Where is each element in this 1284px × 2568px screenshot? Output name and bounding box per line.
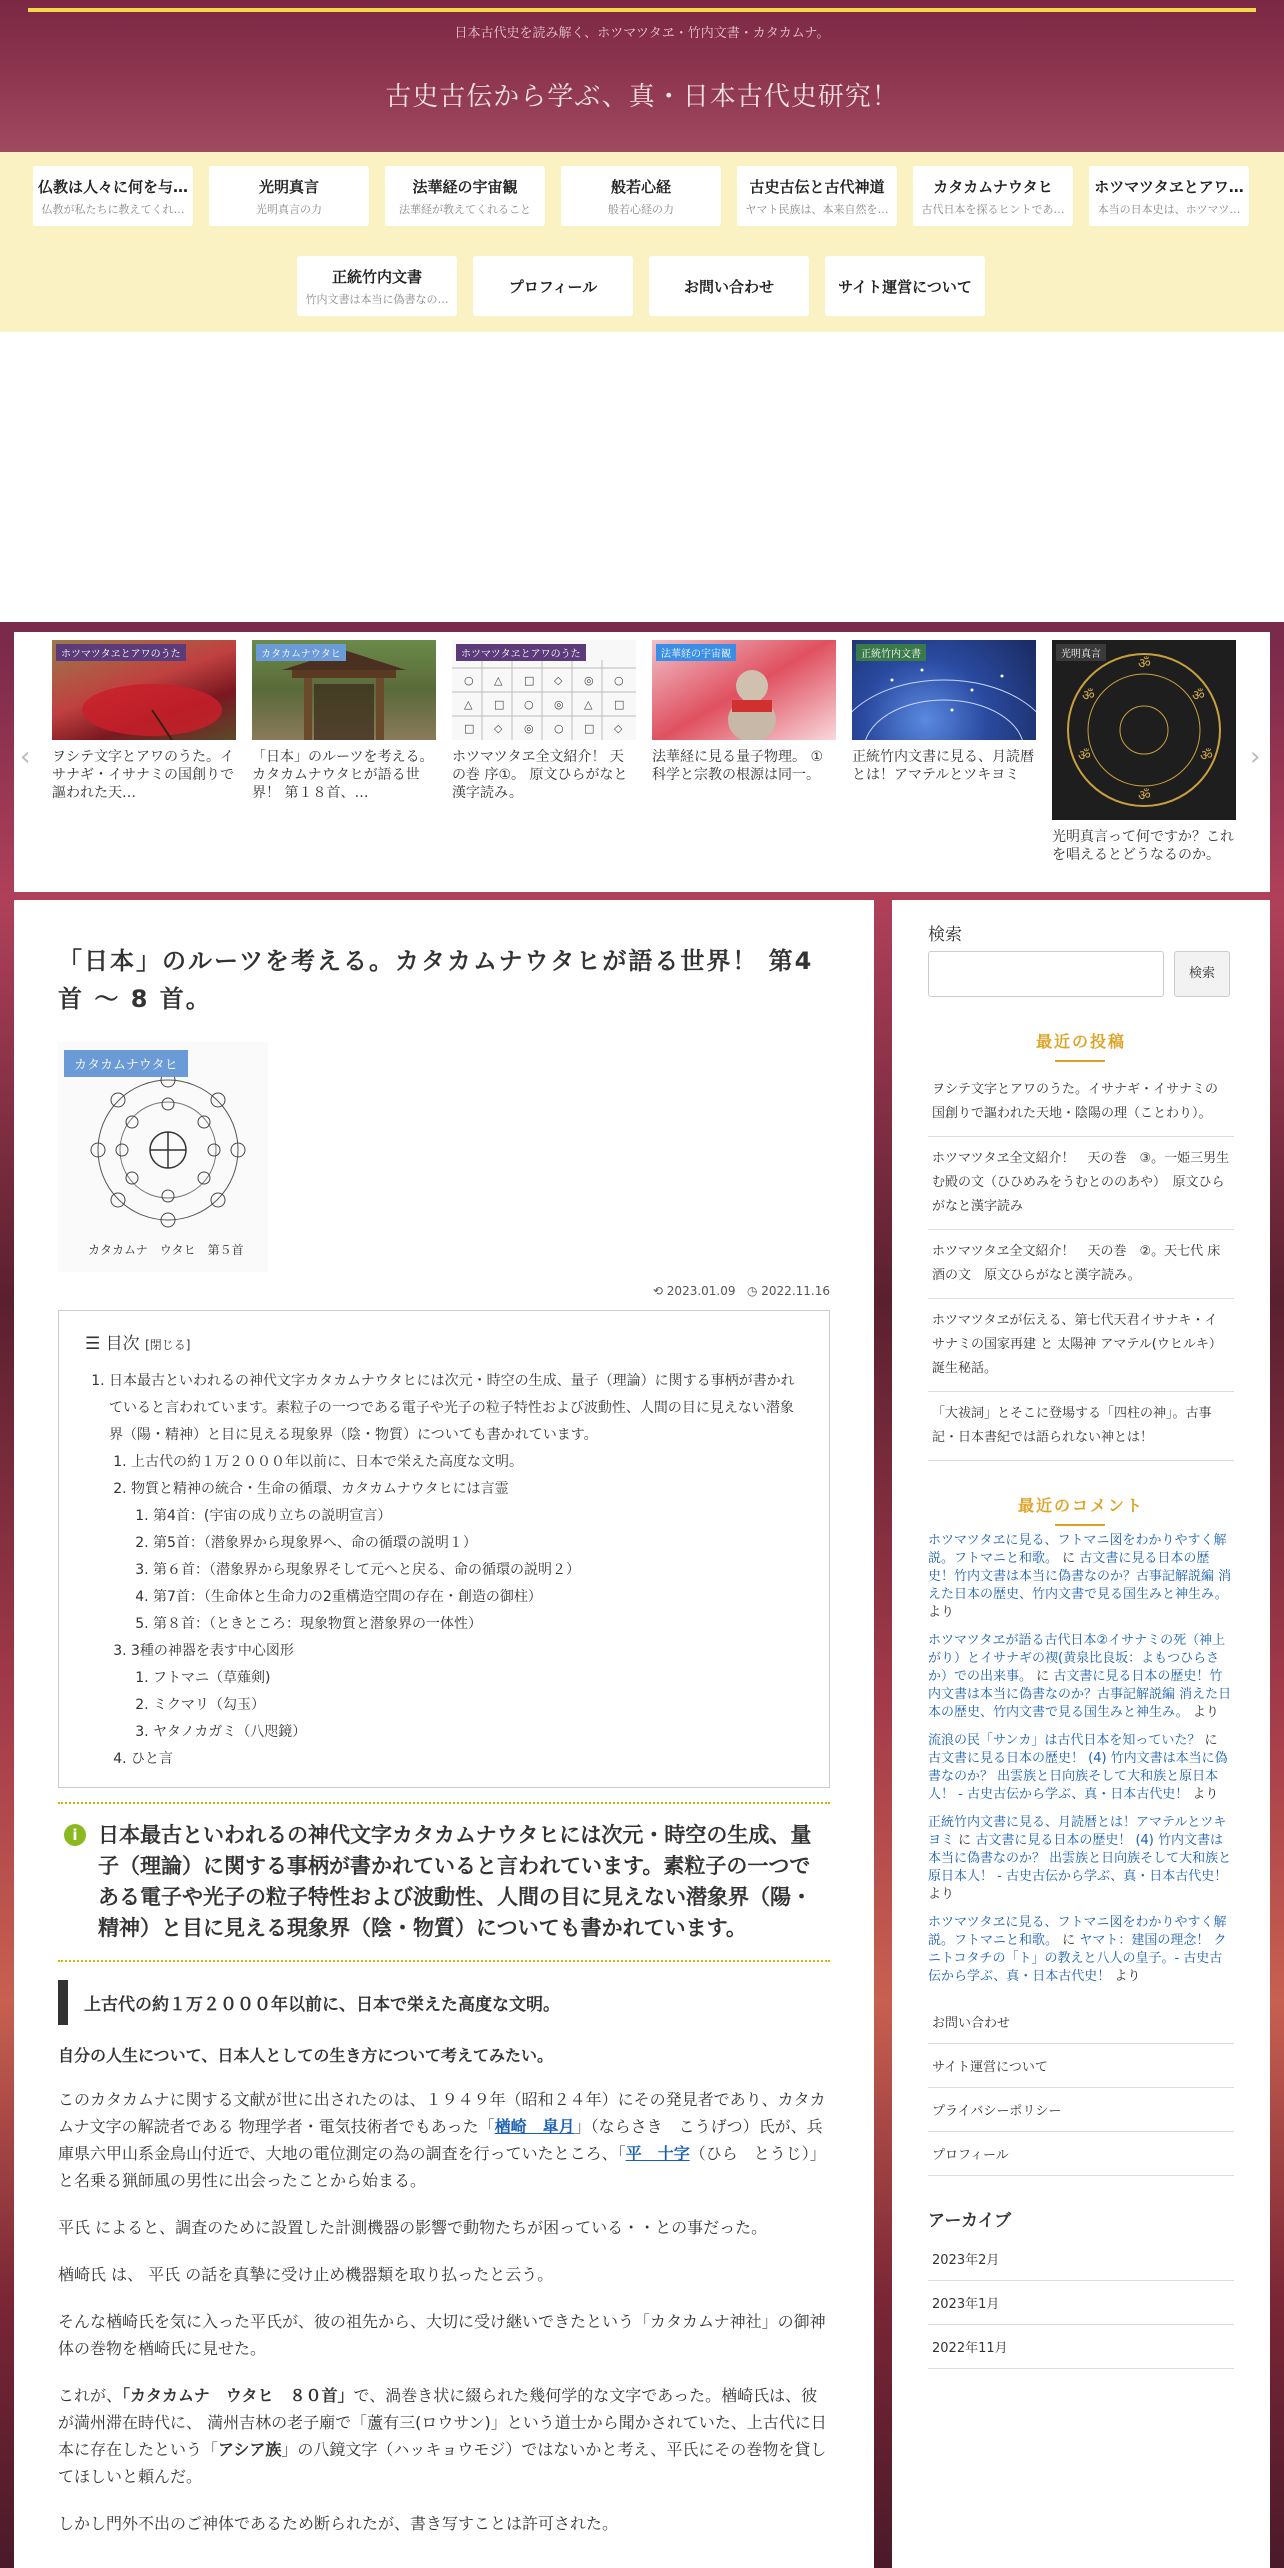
paragraph: しかし門外不出のご神体であるため断られたが、書き写すことは許可された。 — [58, 2514, 619, 2533]
site-title[interactable]: 古史古伝から学ぶ、真・日本古代史研究！ — [385, 82, 899, 112]
comment-item — [928, 1914, 1234, 1986]
svg-text:◇: ◇ — [494, 722, 503, 735]
archive-link[interactable]: 2023年2月 — [928, 2237, 1234, 2281]
toc-item-label[interactable]: 第5首：（潜象界から現象界へ、命の循環の説明１） — [153, 1535, 477, 1551]
paragraph: そんな楢崎氏を気に入った平氏が、彼の祖先から、大切に受け継いできたという「カタカムナ神社」の御神体の巻物を楢崎氏に見せた。 — [58, 2312, 826, 2358]
toc-item[interactable] — [131, 1638, 803, 1746]
nav-sub: 本当の日本史は、ホツマツ… — [1097, 203, 1241, 216]
card-category-tag: 法華経の宇宙観 — [656, 644, 736, 661]
toc-toggle[interactable]: [閉じる] — [145, 1338, 191, 1352]
nav-item-heart-sutra[interactable] — [561, 166, 721, 226]
toc-item-label[interactable]: 第4首：(宇宙の成り立ちの説明宣言） — [153, 1508, 392, 1524]
comment-author-link[interactable]: ホツマツタヱに見る、フトマニ図をわかりやすく解説。フトマニと和歌。 — [928, 1533, 1227, 1566]
recent-post-link[interactable]: ホツマツタヱ全文紹介！ 天の巻 ②。天七代 床酒の文 原文ひらがなと漢字読み。 — [928, 1230, 1234, 1299]
nav-sub: 光明真言の力 — [256, 203, 322, 216]
list-icon: ☰ — [85, 1334, 101, 1354]
toc-item[interactable] — [153, 1692, 803, 1719]
paragraph-text: このカタカムナに関する文献が世に出されたのは、１９４９年（昭和２４年）にその発見者であり、カタカムナ文字の解読者である 物理学者・電気技術者でもあった「 — [58, 2090, 826, 2136]
nav-label: 光明真言 — [258, 178, 319, 196]
eyecatch-caption: カタカムナ ウタヒ 第５首 — [88, 1243, 244, 1257]
nav-sub: 古代日本を探るヒントであ… — [921, 203, 1065, 216]
toc-item[interactable] — [131, 1746, 803, 1773]
svg-text:◇: ◇ — [614, 722, 623, 735]
toc-item-label[interactable]: 第８首：（ときところ：現象物質と潜象界の一体性） — [153, 1616, 482, 1632]
sidebar — [892, 900, 1270, 2568]
svg-text:□: □ — [614, 698, 625, 711]
comment-suffix: より — [1114, 1969, 1141, 1984]
article-title: 「日本」のルーツを考える。カタカムナウタヒが語る世界！ 第4首 ～ 8 首。 — [58, 947, 814, 1013]
nav-label: 法華経の宇宙観 — [412, 178, 518, 196]
comment-author-link[interactable]: ホツマツタヱが語る古代日本②イサナミの死（神上がり）とイサナギの禊(黄泉比良坂：よもつひらさか）での出来事。 — [928, 1633, 1226, 1684]
card-title: ホツマツタヱ全文紹介！ 天の巻 序①。 原文ひらがなと漢字読み。 — [452, 749, 628, 801]
svg-text:△: △ — [464, 698, 473, 711]
published-date: 2022.11.16 — [761, 1284, 830, 1298]
card-category-tag: 正統竹内文書 — [856, 644, 926, 661]
archive-link[interactable]: 2023年1月 — [928, 2281, 1234, 2325]
toc-item-label[interactable]: ひと言 — [131, 1751, 173, 1767]
comment-on: に — [958, 1833, 972, 1848]
recent-post-link[interactable]: 「大祓詞」とそこに登場する「四柱の神」。古事記・日本書紀では語られない神とは！ — [928, 1392, 1234, 1461]
page-link[interactable]: お問い合わせ — [928, 2000, 1234, 2044]
updated-date: 2023.01.09 — [666, 1284, 736, 1298]
card-thumbnail — [252, 640, 436, 740]
comment-suffix: より — [928, 1887, 955, 1902]
comment-post-link[interactable]: ヤマト：建国の理念！ クニトコタチの「ト」の教えと八人の皇子。- 古史古伝から学ぶ、真・日本古代史！ — [928, 1933, 1227, 1984]
recent-posts-list — [928, 1068, 1234, 1461]
article-main — [14, 900, 874, 2568]
nav-item-profile[interactable] — [473, 256, 633, 316]
toc-item[interactable] — [153, 1584, 803, 1611]
toc-item[interactable] — [131, 1476, 803, 1638]
toc-item[interactable] — [153, 1503, 803, 1530]
nav-sub: 法華経が教えてくれること — [399, 203, 531, 216]
comment-post-link[interactable]: 古文書に見る日本の歴史！ (4) 竹内文書は本当に偽書なのか？ 出雲族と日向族そして大和族と原日本人！ - 古史古伝から学ぶ、真・日本古代史！ — [928, 1751, 1228, 1802]
nav-item-contact[interactable] — [649, 256, 809, 316]
svg-text:ॐ: ॐ — [1192, 688, 1205, 704]
card-thumbnail — [52, 640, 236, 740]
svg-text:△: △ — [494, 674, 503, 687]
svg-text:□: □ — [494, 698, 505, 711]
search-label: 検索 — [928, 925, 962, 945]
nav-label: 古史古伝と古代神道 — [749, 178, 885, 196]
toc-header — [85, 1329, 803, 1354]
nav-sub: 仏教が私たちに教えてくれ… — [41, 203, 185, 216]
mantra-wheel-image — [1052, 640, 1236, 820]
archive-link[interactable]: 2022年11月 — [928, 2325, 1234, 2369]
toc-item-label[interactable]: 3種の神器を表す中心図形 — [131, 1643, 294, 1659]
archive-heading: アーカイブ — [928, 2211, 1012, 2231]
nav-label: お問い合わせ — [683, 278, 774, 296]
comment-on: に — [1062, 1933, 1076, 1948]
toc-item-label[interactable]: 物質と精神の統合・生命の循環、カタカムナウタヒには言霊 — [131, 1481, 509, 1497]
toc-item-label[interactable]: 上古代の約１万２０００年以前に、日本で栄えた高度な文明。 — [131, 1454, 523, 1470]
svg-text:ॐ: ॐ — [1078, 748, 1091, 764]
nav-sub: ヤマト民族は、本来自然を… — [745, 203, 889, 216]
search-input[interactable] — [928, 951, 1164, 997]
paragraph — [58, 2382, 830, 2490]
toc-item[interactable] — [153, 1530, 803, 1557]
page-link[interactable]: サイト運営について — [928, 2044, 1234, 2088]
card-category-tag: ホツマツタヱとアワのうた — [56, 644, 186, 661]
paragraph — [58, 2086, 830, 2194]
related-carousel — [14, 632, 1270, 892]
toc-item[interactable] — [153, 1719, 803, 1746]
svg-text:□: □ — [464, 722, 475, 735]
svg-text:ॐ: ॐ — [1138, 788, 1151, 804]
nav-item-lotus-sutra[interactable] — [385, 166, 545, 226]
svg-text:○: ○ — [464, 674, 474, 687]
card-title: ヲシテ文字とアワのうた。イサナギ・イサナミの国創りで謳われた天… — [52, 749, 234, 801]
nav-item-buddhism[interactable] — [33, 166, 193, 226]
archive-list — [928, 2237, 1234, 2369]
nav-item-katakamuna[interactable] — [913, 166, 1073, 226]
nav-item-about-site[interactable] — [825, 256, 985, 316]
toc-item[interactable] — [131, 1449, 803, 1476]
comment-suffix: より — [928, 1605, 955, 1620]
toc-item-label[interactable]: 第7首：（生命体と生命力の2重構造空間の存在・創造の御柱） — [153, 1589, 542, 1605]
carousel-card[interactable] — [252, 640, 436, 820]
nav-label: ホツマツタヱとアワ… — [1094, 178, 1244, 196]
card-category-tag: 光明真言 — [1056, 644, 1106, 661]
page-links-list — [928, 2000, 1234, 2176]
carousel-card[interactable] — [652, 640, 836, 820]
paragraph-text: これが、 — [58, 2386, 123, 2405]
comment-author-link[interactable]: 正統竹内文書に見る、月読暦とは！アマテルとツキヨミ — [928, 1815, 1227, 1848]
nav-sub: 般若心経の力 — [608, 203, 674, 216]
comment-on: に — [1062, 1551, 1076, 1566]
paragraph: 楢崎氏 は、 平氏 の話を真摯に受け止め機器類を取り払ったと云う。 — [58, 2265, 554, 2284]
table-of-contents — [58, 1310, 830, 1788]
recent-post-link[interactable]: ヲシテ文字とアワのうた。イサナギ・イサナミの国創りで謳われた天地・陰陽の理（ことわり）。 — [928, 1068, 1234, 1137]
person-link[interactable]: 平 十字 — [625, 2144, 690, 2163]
card-title: 光明真言って何ですか？これを唱えるとどうなるのか。 — [1052, 829, 1234, 863]
recent-posts-heading: 最近の投稿 — [928, 1029, 1234, 1068]
comment-item — [928, 1732, 1234, 1804]
nav-label: プロフィール — [508, 278, 598, 296]
card-thumbnail — [452, 640, 636, 740]
svg-text:ॐ: ॐ — [1082, 688, 1095, 704]
toc-item-label[interactable]: ミクマリ（勾玉） — [153, 1697, 265, 1713]
paragraph: 平氏 によると、調査のために設置した計測機器の影響で動物たちが困っている・・との事だった。 — [58, 2218, 768, 2237]
comment-item — [928, 1632, 1234, 1722]
card-title: 法華経に見る量子物理。 ① 科学と宗教の根源は同一。 — [652, 749, 824, 783]
toc-item-label[interactable]: 日本最古といわれるの神代文字カタカムナウタヒには次元・時空の生成、量子（理論）に関する事柄が書かれていると言われています。素粒子の一つである電子や光子の粒子特性および波動性、人間の目に見えない潜象界（陽・精神）と目に見える現象界（陰・物質）についても書かれています。 — [109, 1373, 795, 1443]
comment-on: に — [1204, 1733, 1218, 1748]
svg-text:□: □ — [584, 722, 595, 735]
toc-item-label[interactable]: 第６首：（潜象界から現象界そして元へと戻る、命の循環の説明２） — [153, 1562, 580, 1578]
comment-author-link[interactable]: ホツマツタヱに見る、フトマニ図をわかりやすく解説。フトマニと和歌。 — [928, 1915, 1227, 1948]
section-heading: 上古代の約１万２０００年以前に、日本で栄えた高度な文明。 — [58, 1980, 830, 2025]
comment-item — [928, 1532, 1234, 1622]
nav-label: 般若心経 — [610, 178, 671, 196]
carousel-card[interactable] — [452, 640, 636, 820]
svg-text:ॐ: ॐ — [1138, 656, 1151, 672]
recent-comments-heading: 最近のコメント — [928, 1493, 1234, 1532]
paragraph-text: （ひら とうじ）」と名乗る猟師風の男性に出会ったことから始まる。 — [58, 2144, 826, 2190]
info-icon: i — [64, 1824, 86, 1846]
carousel-card[interactable] — [1052, 640, 1236, 886]
svg-text:◎: ◎ — [584, 674, 594, 687]
card-thumbnail — [1052, 640, 1236, 820]
toc-list — [109, 1368, 803, 1773]
chevron-right-icon[interactable]: › — [1250, 742, 1261, 772]
global-nav — [0, 152, 1284, 332]
card-category-tag: ホツマツタヱとアワのうた — [456, 644, 586, 661]
category-tag[interactable]: カタカムナウタヒ — [64, 1050, 188, 1077]
carousel-card[interactable] — [852, 640, 1036, 820]
recent-post-link[interactable]: ホツマツタヱ全文紹介！ 天の巻 ③。一姫三男生む殿の文（ひひめみをうむとののあや） 原文ひらがなと漢字読み — [928, 1137, 1234, 1230]
comment-post-link[interactable]: 古文書に見る日本の歴史！竹内文書は本当に偽書なのか？古事記解説編 消えた日本の歴史、竹内文書で見る国生みと神生み。 — [928, 1551, 1232, 1602]
comment-post-link[interactable]: 古文書に見る日本の歴史！ (4) 竹内文書は本当に偽書なのか？ 出雲族と日向族そして大和族と原日本人！ - 古史古伝から学ぶ、真・日本古代史！ — [928, 1833, 1232, 1884]
toc-title: 目次 — [105, 1334, 140, 1354]
card-thumbnail — [852, 640, 1036, 740]
search-button[interactable]: 検索 — [1174, 951, 1230, 997]
info-box — [58, 1802, 830, 1962]
page-link[interactable]: プライバシーポリシー — [928, 2088, 1234, 2132]
paragraph-text: 」（ならさき こうげつ）氏が、兵庫県六甲山系金鳥山付近で、大地の電位測定の為の調査を行っていたところ、「 — [58, 2117, 823, 2163]
nav-label: カタカムナウタヒ — [933, 178, 1053, 196]
svg-text:◎: ◎ — [524, 722, 534, 735]
comment-item — [928, 1814, 1234, 1904]
emphasis-text: 「カタカムナ ウタヒ ８０首」 — [122, 2386, 354, 2405]
card-thumbnail — [652, 640, 836, 740]
paragraph-text: で、渦巻き状に綴られた幾何学的な文字であった。楢崎氏は、彼が満州滞在時代に、 満州吉林の老子廟で「蘆有三(ロウサン)」という道士から聞かされていた、上古代に日本に存在したという「 — [58, 2386, 827, 2459]
recent-post-link[interactable]: ホツマツタヱが伝える、第七代天君イサナキ・イサナミの国家再建 と 太陽神 アマテル(ウヒルキ）誕生秘話。 — [928, 1299, 1234, 1392]
comment-on: に — [1036, 1669, 1050, 1684]
toc-item-label[interactable]: ヤタノカガミ（八咫鏡） — [153, 1724, 307, 1740]
emphasis-text: アシア族 — [218, 2440, 282, 2459]
header-accent-line — [28, 8, 1256, 12]
site-tagline: 日本古代史を読み解く、ホツマツタヱ・竹内文書・カタカムナ。 — [454, 26, 830, 41]
svg-text:◇: ◇ — [554, 674, 563, 687]
nav-item-koshi-koden[interactable] — [737, 166, 897, 226]
comment-author-link[interactable]: 流浪の民「サンカ」は古代日本を知っていた？ — [928, 1733, 1201, 1748]
svg-text:○: ○ — [614, 674, 624, 687]
info-box-text: 日本最古といわれるの神代文字カタカムナウタヒには次元・時空の生成、量子（理論）に関する事柄が書かれていると言われています。素粒子の一つである電子や光子の粒子特性および波動性、人間の目に見えない潜象界（陽・精神）と目に見える現象界（陰・物質）についても書かれています。 — [98, 1823, 812, 1940]
person-link[interactable]: 楢崎 皐月 — [494, 2117, 575, 2136]
site-header — [0, 0, 1284, 152]
search-form — [928, 951, 1234, 997]
nav-item-hotsuma[interactable] — [1089, 166, 1249, 226]
nav-item-takeuchi[interactable] — [297, 256, 457, 316]
lead-bold-text: 自分の人生について、日本人としての生き方について考えてみたい。 — [58, 2046, 554, 2065]
nav-item-komyo-shingon[interactable] — [209, 166, 369, 226]
ad-space — [0, 332, 1284, 622]
toc-item-label[interactable]: フトマニ（草薙剣) — [153, 1670, 271, 1686]
svg-text:◎: ◎ — [554, 698, 564, 711]
card-title: 正統竹内文書に見る、月読暦とは！アマテルとツキヨミ — [852, 749, 1034, 783]
svg-text:ॐ: ॐ — [1200, 748, 1213, 764]
comment-suffix: より — [1192, 1705, 1219, 1720]
svg-text:○: ○ — [554, 722, 564, 735]
nav-label: 正統竹内文書 — [331, 268, 422, 286]
comment-suffix: より — [1192, 1787, 1219, 1802]
card-category-tag: カタカムナウタヒ — [256, 644, 346, 661]
eyecatch-image — [58, 1042, 268, 1272]
svg-text:○: ○ — [524, 698, 534, 711]
paragraph-text: 」の八鏡文字（ハッキョウモジ）ではないかと考え、平氏にその巻物を貸してほしいと頼んだ。 — [58, 2440, 827, 2486]
toc-item[interactable] — [153, 1611, 803, 1638]
update-icon: ⟲ — [652, 1284, 663, 1298]
svg-text:△: △ — [584, 698, 593, 711]
toc-item[interactable] — [153, 1557, 803, 1584]
nav-label: 仏教は人々に何を与… — [37, 178, 188, 196]
svg-text:□: □ — [524, 674, 535, 687]
toc-item[interactable] — [109, 1368, 803, 1773]
chevron-left-icon[interactable]: ‹ — [20, 742, 31, 772]
toc-item[interactable] — [153, 1665, 803, 1692]
clock-icon: ◷ — [746, 1284, 758, 1298]
comment-post-link[interactable]: 古文書に見る日本の歴史！竹内文書は本当に偽書なのか？古事記解説編 消えた日本の歴史、竹内文書で見る国生みと神生み。 — [928, 1669, 1232, 1720]
page-link[interactable]: プロフィール — [928, 2132, 1234, 2176]
post-dates — [58, 1284, 830, 1298]
carousel-card[interactable] — [52, 640, 236, 820]
recent-comments-list — [928, 1532, 1234, 1986]
card-title: 「日本」のルーツを考える。カタカムナウタヒが語る世界！ 第１８首、… — [252, 749, 434, 801]
nav-label: サイト運営について — [838, 278, 972, 296]
nav-sub: 竹内文書は本当に偽書なの… — [305, 293, 449, 306]
